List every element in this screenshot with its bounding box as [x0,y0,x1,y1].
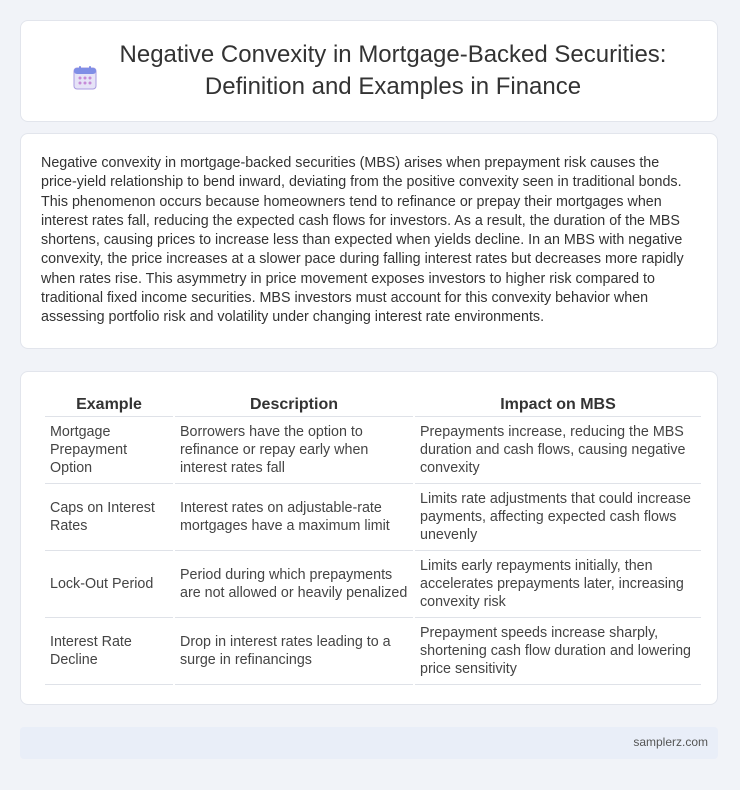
cell-example: Interest Rate Decline [45,618,173,685]
page-title-line-2: Definition and Examples in Finance [204,73,582,100]
cell-impact: Limits early repayments initially, then accelerates prepayments later, increasing convexity risk [415,551,701,618]
column-header-description: Description [175,392,413,417]
intro-card [20,133,718,349]
cell-impact: Limits rate adjustments that could increase payments, affecting expected cash flows unevenly [415,484,701,551]
examples-table [43,392,703,685]
table-row [45,484,701,551]
table-row [45,551,701,618]
cell-description: Borrowers have the option to refinance or repay early when interest rates fall [175,417,413,484]
cell-example: Lock-Out Period [45,551,173,618]
cell-description: Drop in interest rates leading to a surge in refinancings [175,618,413,685]
cell-impact: Prepayments increase, reducing the MBS duration and cash flows, causing negative convexity [415,417,701,484]
footer-bar [20,727,718,759]
cell-impact: Prepayment speeds increase sharply, shortening cash flow duration and lowering price sensitivity [415,618,701,685]
column-header-impact: Impact on MBS [415,392,701,417]
table-row [45,618,701,685]
table-header-row [45,392,701,417]
examples-table-card [20,371,718,705]
footer-site-link[interactable]: samplerz.com [633,735,708,749]
calendar-icon [72,65,98,91]
column-header-example: Example [45,392,173,417]
page-title-line-1: Negative Convexity in Mortgage-Backed Securities: [119,41,667,68]
cell-description: Period during which prepayments are not allowed or heavily penalized [175,551,413,618]
cell-description: Interest rates on adjustable-rate mortgages have a maximum limit [175,484,413,551]
page-title [120,39,667,103]
intro-paragraph: Negative convexity in mortgage-backed securities (MBS) arises when prepayment risk causes the price-yield relationship to bend inward, deviating from the positive convexity seen in traditional bonds. This phenomenon occurs because homeowners tend to refinance or prepay their mortgages when interest rates fall, reducing the expected cash flows for investors. As a result, the duration of the MBS shortens, causing prices to increase less than expected when yields decline. In an MBS with negative convexity, the price increases at a slower pace during falling interest rates but decreases more rapidly when rates rise. This asymmetry in price movement exposes investors to higher risk compared to traditional fixed income securities. MBS investors must account for this convexity behavior when assessing portfolio risk and volatility under changing interest rate environments. [41,155,684,326]
table-row [45,417,701,484]
title-card [20,20,718,122]
cell-example: Caps on Interest Rates [45,484,173,551]
cell-example: Mortgage Prepayment Option [45,417,173,484]
